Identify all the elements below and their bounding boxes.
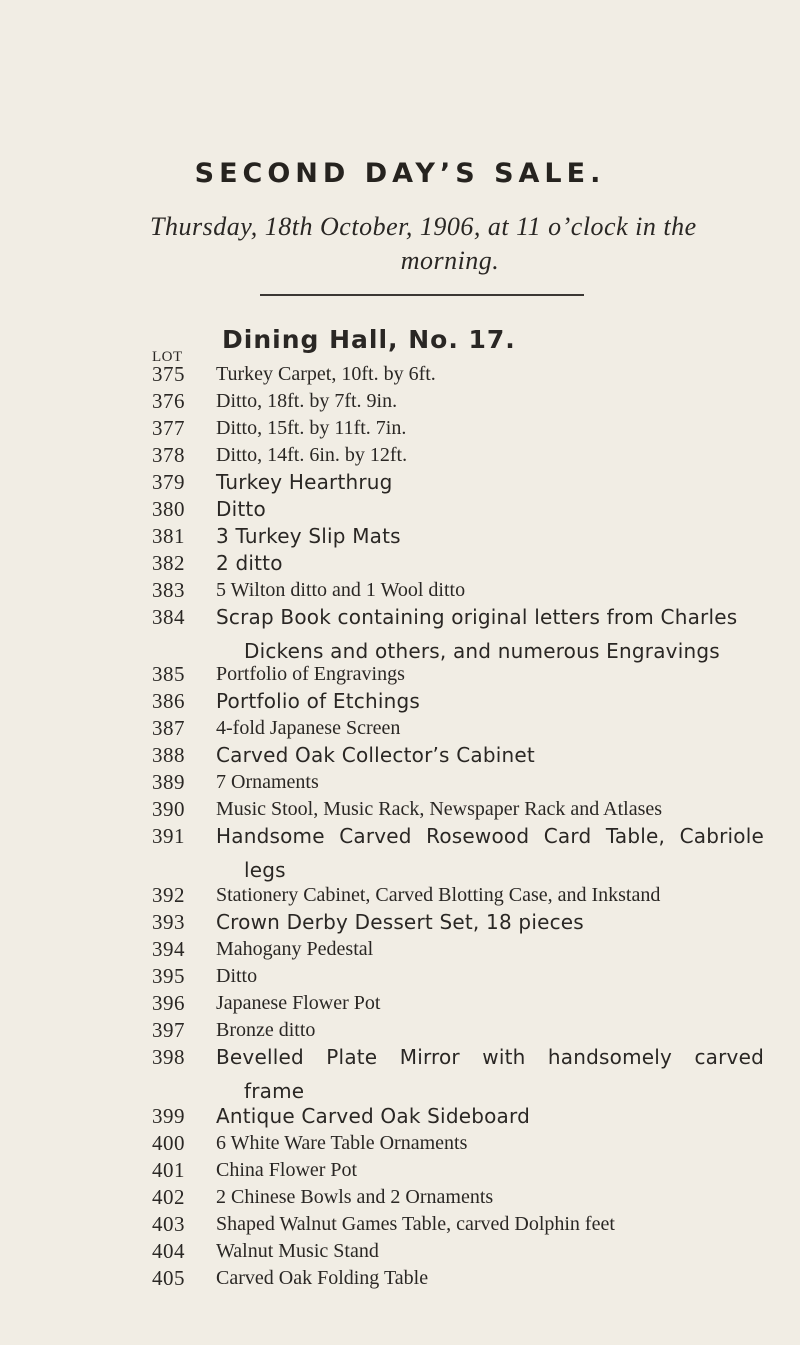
lot-description-text: Portfolio of Engravings: [216, 663, 405, 685]
lot-description-text: Shaped Walnut Games Table, carved Dolphin feet: [216, 1213, 615, 1235]
lot-description: [216, 991, 776, 1015]
lot-number: 385: [152, 662, 185, 686]
subtitle-line-2: morning.: [400, 246, 500, 275]
lot-description: [216, 1104, 776, 1128]
lot-description-text: 5 Wilton ditto and 1 Wool ditto: [216, 579, 466, 601]
lot-description-text: 3 Turkey Slip Mats: [216, 524, 401, 548]
lot-description: [216, 743, 776, 767]
lot-description-text: 2 ditto: [216, 551, 283, 575]
lot-description-text: Japanese Flower Pot: [216, 992, 381, 1014]
lot-number: 377: [152, 416, 185, 440]
lot-description: [216, 964, 776, 988]
lot-description: [216, 470, 776, 494]
lot-description: [216, 1018, 776, 1042]
lot-number: 398: [152, 1045, 185, 1069]
lot-number: 395: [152, 964, 185, 988]
lot-description: [216, 389, 776, 413]
lot-column-header: LOT: [152, 349, 183, 365]
subtitle-line-1: Thursday, 18th October, 1906, at 11 o’clock in the: [150, 212, 697, 241]
lot-number: 378: [152, 443, 185, 467]
lot-description-text: Mahogany Pedestal: [216, 938, 374, 960]
lot-number: 405: [152, 1266, 185, 1290]
lot-description: [216, 1185, 776, 1209]
lot-description-text: 6 White Ware Table Ornaments: [216, 1132, 468, 1154]
lot-number: 380: [152, 497, 185, 521]
lot-description-text: Scrap Book containing original letters from Charles: [216, 605, 738, 629]
lot-description: [216, 524, 776, 548]
lot-description-continuation: Dickens and others, and numerous Engravings: [244, 639, 720, 663]
lot-description: [216, 362, 776, 386]
lot-description-text: 4-fold Japanese Screen: [216, 717, 401, 739]
lot-description-text: Bronze ditto: [216, 1019, 316, 1041]
lot-number: 384: [152, 605, 185, 629]
lot-number: 404: [152, 1239, 185, 1263]
lot-description-text: Carved Oak Folding Table: [216, 1267, 429, 1289]
lot-description-continuation: frame: [244, 1079, 305, 1103]
lot-description: [216, 797, 776, 821]
lot-number: 376: [152, 389, 185, 413]
lot-description: [216, 883, 776, 907]
lot-description: [216, 937, 776, 961]
lot-description-text: China Flower Pot: [216, 1159, 358, 1181]
lot-description: [216, 662, 776, 686]
lot-number: 396: [152, 991, 185, 1015]
lot-description-text: Ditto, 18ft. by 7ft. 9in.: [216, 390, 398, 412]
lot-number: 397: [152, 1018, 185, 1042]
lot-description-text: Ditto, 15ft. by 11ft. 7in.: [216, 417, 407, 439]
lot-number: 379: [152, 470, 185, 494]
lot-number: 403: [152, 1212, 185, 1236]
lot-description: [216, 689, 776, 713]
lot-description-text: 2 Chinese Bowls and 2 Ornaments: [216, 1186, 494, 1208]
lot-description-text: Antique Carved Oak Sideboard: [216, 1104, 530, 1128]
lot-description: [216, 551, 776, 575]
lot-description-text: Music Stool, Music Rack, Newspaper Rack and Atlases: [216, 798, 663, 820]
lot-description-text: 7 Ornaments: [216, 771, 319, 793]
lot-number: 382: [152, 551, 185, 575]
lot-number: 390: [152, 797, 185, 821]
lot-description: [216, 1158, 776, 1182]
lot-description-text: Carved Oak Collector’s Cabinet: [216, 743, 535, 767]
divider-rule: [260, 294, 584, 296]
lot-description: [216, 605, 776, 663]
lot-number: 386: [152, 689, 185, 713]
lot-number: 392: [152, 883, 185, 907]
lot-number: 400: [152, 1131, 185, 1155]
lot-number: 402: [152, 1185, 185, 1209]
lot-description-text: Walnut Music Stand: [216, 1240, 379, 1262]
lot-description-text: Portfolio of Etchings: [216, 689, 420, 713]
lot-number: 391: [152, 824, 185, 848]
lot-number: 388: [152, 743, 185, 767]
lot-description: [216, 1131, 776, 1155]
lot-number: 389: [152, 770, 185, 794]
lot-description: [216, 1239, 776, 1263]
lot-description-text: Bevelled Plate Mirror with handsomely carved: [216, 1045, 764, 1069]
sale-date-subtitle: [150, 210, 710, 278]
lot-description-text: Turkey Carpet, 10ft. by 6ft.: [216, 363, 436, 385]
lot-description: [216, 770, 776, 794]
lot-number: 375: [152, 362, 185, 386]
lot-description: [216, 497, 776, 521]
lot-description: [216, 1266, 776, 1290]
lot-number: 394: [152, 937, 185, 961]
section-heading: Dining Hall, No. 17.: [222, 325, 516, 354]
page-title: SECOND DAY’S SALE.: [194, 158, 606, 189]
lot-description: [216, 824, 776, 882]
lot-description: [216, 578, 776, 602]
lot-number: 393: [152, 910, 185, 934]
lot-number: 399: [152, 1104, 185, 1128]
lot-description-continuation: legs: [244, 858, 286, 882]
lot-number: 383: [152, 578, 185, 602]
lot-number: 401: [152, 1158, 185, 1182]
lot-description-text: Ditto, 14ft. 6in. by 12ft.: [216, 444, 408, 466]
lot-description-text: Crown Derby Dessert Set, 18 pieces: [216, 910, 584, 934]
lot-description-text: Turkey Hearthrug: [216, 470, 393, 494]
lot-description-text: Ditto: [216, 965, 258, 987]
lot-description: [216, 443, 776, 467]
lot-description-text: Handsome Carved Rosewood Card Table, Cabriole: [216, 824, 764, 848]
lot-description: [216, 910, 776, 934]
lot-number: 387: [152, 716, 185, 740]
lot-description: [216, 1045, 776, 1103]
lot-description-text: Ditto: [216, 497, 266, 521]
lot-description: [216, 416, 776, 440]
lot-description: [216, 1212, 776, 1236]
lot-number: 381: [152, 524, 185, 548]
lot-description-text: Stationery Cabinet, Carved Blotting Case, and Inkstand: [216, 884, 661, 906]
lot-description: [216, 716, 776, 740]
